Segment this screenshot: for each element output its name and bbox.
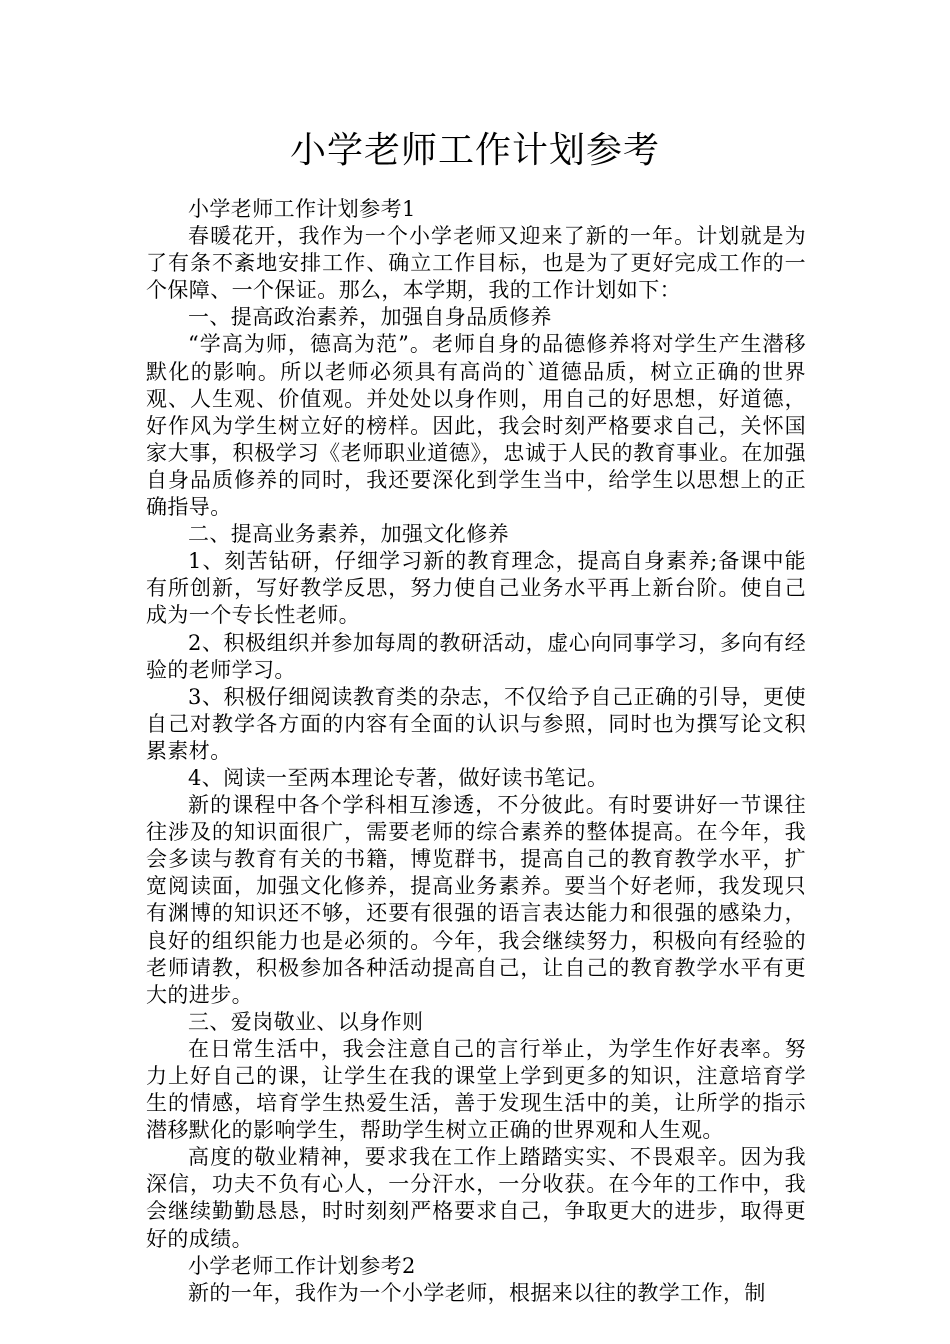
intro-paragraph: 春暖花开，我作为一个小学老师又迎来了新的一年。计划就是为了有条不紊地安排工作、确立工作目标，也是为了更好完成工作的一个保障、一个保证。那么，本学期，我的工作计划如下： [146,224,806,303]
paragraph: 新的课程中各个学科相互渗透，不分彼此。有时要讲好一节课往往涉及的知识面很广，需要老师的综合素养的整体提高。在今年，我会多读与教育有关的书籍，博览群书，提高自己的教育教学水平，扩宽阅读面，加强文化修养，提高业务素养。要当个好老师，我发现只有渊博的知识还不够，还要有很强的语言表达能力和很强的感染力，良好的组织能力也是必须的。今年，我会继续努力，积极向有经验的老师请教，积极参加各种活动提高自己，让自己的教育教学水平有更大的进步。 [146,793,806,1007]
paragraph: “学高为师，德高为范”。老师自身的品德修养将对学生产生潜移默化的影响。所以老师必须具有高尚的`道德品质，树立正确的世界观、人生观、价值观。并处处以身作则，用自己的好思想，好道德，好作风为学生树立好的榜样。因此，我会时刻严格要求自己，关怀国家大事，积极学习《老师职业道德》，忠诚于人民的教育事业。在加强自身品质修养的同时，我还要深化到学生当中，给学生以思想上的正确指导。 [146,332,806,520]
subheading-2: 二、提高业务素养，加强文化修养 [188,522,509,547]
document-title: 小学老师工作计划参考 [289,130,660,171]
paragraph: 在日常生活中，我会注意自己的言行举止，为学生作好表率。努力上好自己的课，让学生在我的课堂上学到更多的知识，注意培育学生的情感，培育学生热爱生活，善于发现生活中的美，让所学的指示潜移默化的影响学生，帮助学生树立正确的世界观和人生观。 [146,1036,806,1143]
list-item: 2、积极组织并参加每周的教研活动，虚心向同事学习，多向有经验的老师学习。 [146,630,806,682]
paragraph: 高度的敬业精神，要求我在工作上踏踏实实、不畏艰辛。因为我深信，功夫不负有心人，一分汗水，一分收获。在今年的工作中，我会继续勤勤恳恳，时时刻刻严格要求自己，争取更大的进步，取得更好的成绩。 [146,1145,806,1251]
list-item: 3、积极仔细阅读教育类的杂志，不仅给予自己正确的引导，更使自己对教学各方面的内容有全面的认识与参照，同时也为撰写论文积累素材。 [146,684,806,763]
list-item: 4、阅读一至两本理论专著，做好读书笔记。 [188,765,609,790]
section-heading-1: 小学老师工作计划参考1 [188,197,416,221]
paragraph: 新的一年，我作为一个小学老师，根据来以往的教学工作，制 [188,1280,766,1305]
subheading-3: 三、爱岗敬业、以身作则 [188,1009,424,1034]
document-body [146,196,806,1307]
list-item: 1、刻苦钻研，仔细学习新的教育理念，提高自身素养;备课中能有所创新，写好教学反思，努力使自己业务水平再上新台阶。使自己成为一个专长性老师。 [146,549,806,628]
subheading-1: 一、提高政治素养，加强自身品质修养 [188,305,552,330]
section-heading-2: 小学老师工作计划参考2 [188,1253,416,1278]
